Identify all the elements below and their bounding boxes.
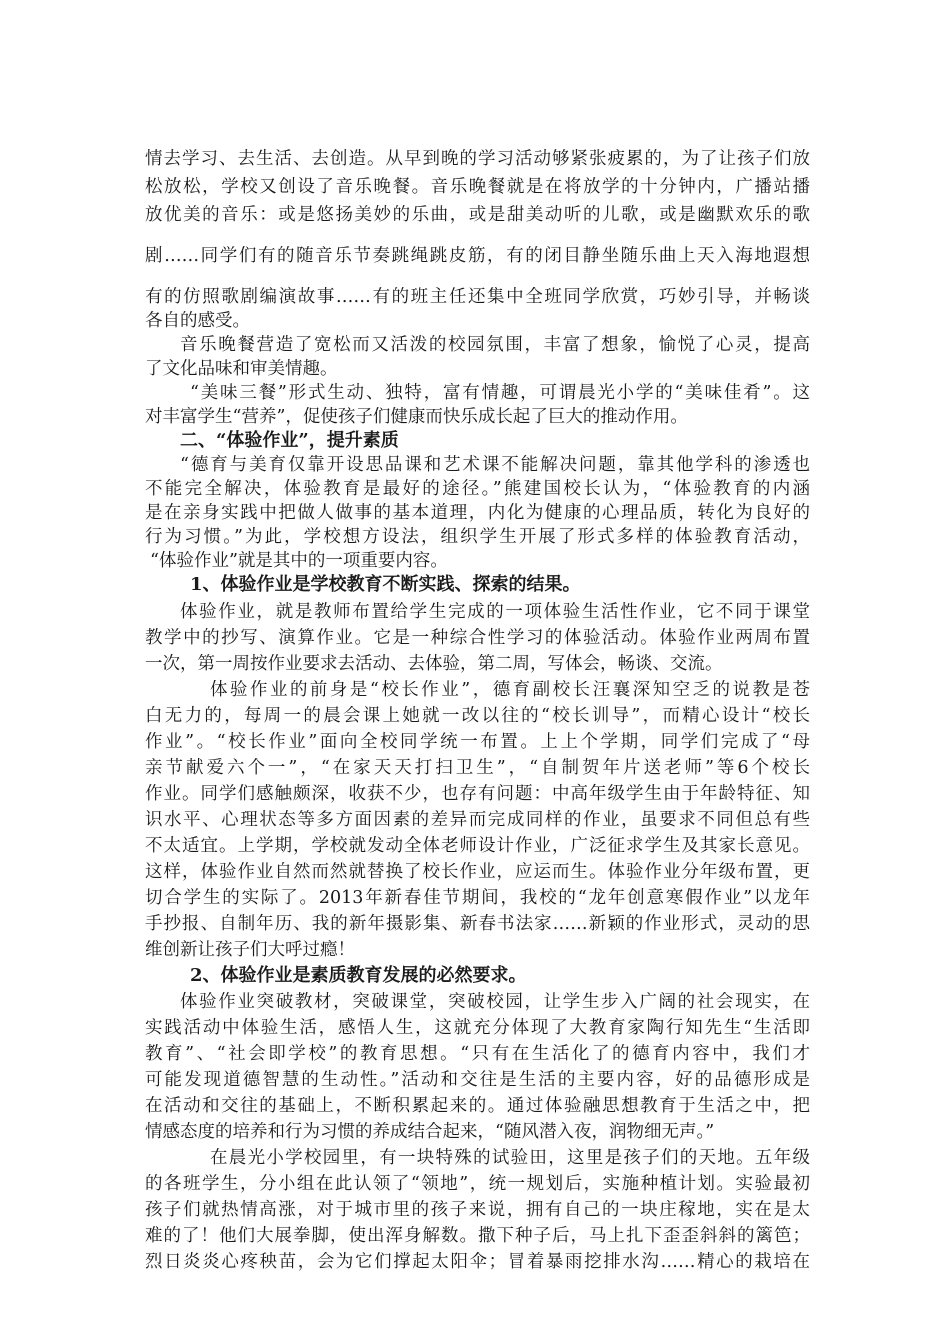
text-line: 情感态度的培养和行为习惯的养成结合起来，“随风潜入夜，润物细无声。”: [145, 1122, 715, 1142]
text-line: 在晨光小学校园里，有一块特殊的试验田，这里是孩子们的天地。五年级: [210, 1148, 810, 1168]
text-line: 白无力的，每周一的晨会课上她就一改以往的“校长训导”，而精心设计“校长: [145, 706, 810, 726]
text-line: 教学中的抄写、演算作业。它是一种综合性学习的体验活动。体验作业两周布置: [145, 628, 810, 648]
text-line: 放优美的音乐：或是悠扬美妙的乐曲，或是甜美动听的儿歌，或是幽默欢乐的歌: [145, 205, 810, 225]
subsection-heading: 1、体验作业是学校教育不断实践、探索的结果。: [190, 574, 581, 595]
text-line: 剧……同学们有的随音乐节奏跳绳跳皮筋，有的闭目静坐随乐曲上天入海地遐想: [145, 246, 810, 266]
text-line: 作业。同学们感触颇深，收获不少，也存有问题：中高年级学生由于年龄特征、知: [145, 784, 810, 804]
text-line: 维创新让孩子们大呼过瘾！: [145, 940, 355, 960]
text-line: 孩子们就热情高涨，对于城市里的孩子来说，拥有自己的一块庄稼地，实在是太: [145, 1200, 810, 1220]
text-line: 体验作业突破教材，突破课堂，突破校园，让学生步入广阔的社会现实，在: [180, 992, 810, 1012]
text-line: 烈日炎炎心疼秧苗，会为它们撑起太阳伞；冒着暴雨挖排水沟……精心的栽培在: [145, 1252, 810, 1272]
text-line: 可能发现道德智慧的生动性。”活动和交往是生活的主要内容，好的品德形成是: [145, 1070, 810, 1090]
text-line: 是在亲身实践中把做人做事的基本道理，内化为健康的心理品质，转化为良好的: [145, 503, 810, 523]
text-line: 手抄报、自制年历、我的新年摄影集、新春书法家……新颖的作业形式，灵动的思: [145, 914, 810, 934]
text-line: 作业”。“校长作业”面向全校同学统一布置。上上个学期，同学们完成了“母: [145, 732, 810, 752]
text-line: 切合学生的实际了。2013年新春佳节期间，我校的“龙年创意寒假作业”以龙年: [145, 888, 810, 908]
text-line: 这样，体验作业自然而然就替换了校长作业，应运而生。体验作业分年级布置，更: [145, 862, 810, 882]
text-line: 教育”、“社会即学校”的教育思想。“只有在生活化了的德育内容中，我们才: [145, 1044, 810, 1064]
text-line: 情去学习、去生活、去创造。从早到晚的学习活动够紧张疲累的，为了让孩子们放: [145, 149, 810, 169]
text-line: “美味三餐”形式生动、独特，富有情趣，可谓晨光小学的“美味佳肴”。这: [190, 383, 810, 403]
text-line: 难的了！他们大展拳脚，使出浑身解数。撒下种子后，马上扎下歪歪斜斜的篱笆；: [145, 1226, 810, 1246]
text-line: 了文化品味和审美情趣。: [145, 359, 338, 379]
text-line: 有的仿照歌剧编演故事……有的班主任还集中全班同学欣赏，巧妙引导，并畅谈: [145, 287, 810, 307]
text-line: 识水平、心理状态等多方面因素的差异而完成同样的作业，虽要求不同但总有些: [145, 810, 810, 830]
text-line: 音乐晚餐营造了宽松而又活泼的校园氛围，丰富了想象，愉悦了心灵，提高: [180, 335, 810, 355]
text-line: 行为习惯。”为此，学校想方设法，组织学生开展了形式多样的体验教育活动，: [145, 527, 810, 547]
text-line: 在活动和交往的基础上，不断积累起来的。通过体验融思想教育于生活之中，把: [145, 1096, 810, 1116]
text-line: 不太适宜。上学期，学校就发动全体老师设计作业，广泛征求学生及其家长意见。: [145, 836, 810, 856]
subsection-heading: 2、体验作业是素质教育发展的必然要求。: [190, 965, 527, 986]
text-line: “体验作业”就是其中的一项重要内容。: [150, 551, 448, 571]
text-line: “德育与美育仅靠开设思品课和艺术课不能解决问题，靠其他学科的渗透也: [180, 455, 810, 475]
text-line: 不能完全解决，体验教育是最好的途径。”熊建国校长认为，“体验教育的内涵: [145, 479, 810, 499]
text-line: 体验作业的前身是“校长作业”，德育副校长汪襄深知空乏的说教是苍: [210, 680, 810, 700]
text-line: 体验作业，就是教师布置给学生完成的一项体验生活性作业，它不同于课堂: [180, 602, 810, 622]
text-line: 实践活动中体验生活，感悟人生，这就充分体现了大教育家陶行知先生“生活即: [145, 1018, 810, 1038]
text-line: 的各班学生，分小组在此认领了“领地”，统一规划后，实施种植计划。实验最初: [145, 1174, 810, 1194]
text-line: 亲节献爱六个一”，“在家天天打扫卫生”，“自制贺年片送老师”等6个校长: [145, 758, 810, 778]
text-line: 一次，第一周按作业要求去活动、去体验，第二周，写体会，畅谈、交流。: [145, 654, 723, 674]
text-line: 对丰富学生“营养”，促使孩子们健康而快乐成长起了巨大的推动作用。: [145, 407, 688, 427]
section-heading: 二、“体验作业”，提升素质: [180, 430, 399, 451]
text-line: 松放松，学校又创设了音乐晚餐。音乐晚餐就是在将放学的十分钟内，广播站播: [145, 177, 810, 197]
text-line: 各自的感受。: [145, 311, 250, 331]
